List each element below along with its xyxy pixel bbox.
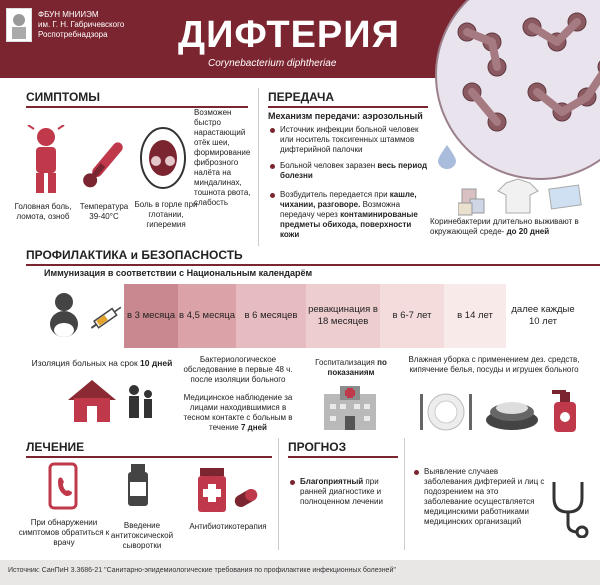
vaccination-cell-2 xyxy=(236,284,306,348)
org-line-2: им. Г. Н. Габричевского xyxy=(38,20,125,29)
org-line-3: Роспотребнадзора xyxy=(38,30,108,39)
vaccination-cell-0 xyxy=(124,284,178,348)
vaccination-label-6: далее каждые 10 лет xyxy=(511,304,575,327)
symptom-temperature: Температура 39-40°С xyxy=(79,202,129,221)
isolation-text xyxy=(22,358,182,368)
isolation-text-1: Изоляция больных на срок xyxy=(31,358,141,368)
thermometer-icon xyxy=(78,135,128,200)
isolation-text-2: 10 дней xyxy=(140,358,173,368)
page-title: ДИФТЕРИЯ xyxy=(178,14,400,56)
bullet-2 xyxy=(270,164,275,169)
cleaning-text: Влажная уборка с применением дез. средств, кипячение белья, посуды и игрушек больного xyxy=(408,355,580,374)
prognosis-underline xyxy=(288,456,398,458)
hosp-text-1: Госпитализация xyxy=(315,358,378,367)
route-text-1: Возбудитель передается при xyxy=(280,190,390,199)
detection-text: Выявление случаев заболевания дифтерией и лиц с подозрением на это заболевание осуществляется медицинскими работниками медицинских организаций xyxy=(424,467,545,526)
prognosis-bullet xyxy=(290,480,295,485)
vaccination-cell-4 xyxy=(380,284,444,348)
route-text-4: контаминированые предметы обихода, поверхности кожи xyxy=(280,210,418,239)
vaccination-label-4: в 6-7 лет xyxy=(392,310,432,321)
transmission-mechanism: Механизм передачи: аэрозольный xyxy=(268,111,423,121)
survival-text xyxy=(430,217,600,237)
vaccination-label-0: в 3 месяца xyxy=(126,310,176,321)
prognosis-text-2: при ранней диагностике и полноценном лечении xyxy=(300,477,383,506)
house-icon xyxy=(64,378,120,429)
bacterio-exam-text: Бактериологическое обследование в первые 48 ч. после изоляции больного xyxy=(183,355,293,384)
hospitalization-text xyxy=(308,358,394,378)
stethoscope-icon xyxy=(548,478,592,543)
symptoms-side-text: Возможен быстро нарастающий отёк шеи, формирование фиброзного налёта на миндалинах, тошнота рвота, слабость xyxy=(194,108,251,207)
antibiotic-icon xyxy=(196,468,262,519)
route-text-3: Возможна передачу через xyxy=(280,200,401,219)
bacteria-illustration xyxy=(435,0,600,180)
medical-observation-text xyxy=(180,393,296,433)
throat-icon xyxy=(138,123,188,198)
footer-source: Источник: СанПиН 3.3686-21 "Санитарно-эпидемиологические требования по профилактике инфекционных болезней" xyxy=(0,560,600,585)
symptom-headache: Головная боль, ломота, озноб xyxy=(14,202,72,221)
transmission-title: ПЕРЕДАЧА xyxy=(268,90,335,104)
medical-text-2: 7 дней xyxy=(240,423,267,432)
transmission-source: Источник инфекции больной человек или носитель токсигенных штаммов дифтерийной палочки xyxy=(280,125,419,154)
prophylaxis-underline xyxy=(26,264,600,266)
transmission-underline xyxy=(268,106,428,108)
bacteria-icon xyxy=(437,0,600,180)
vaccination-label-2: в 6 месяцев xyxy=(244,310,298,321)
vaccination-label-3: ревакцинация в 18 месяцев xyxy=(308,304,378,327)
hosp-text-2: по показаниям xyxy=(327,358,387,377)
survival-text-1: Коринебактерии длительно выживают в окружающей среде- xyxy=(430,217,579,236)
bullet-3 xyxy=(270,193,275,198)
detection-bullet xyxy=(414,470,419,475)
symptoms-title: СИМПТОМЫ xyxy=(26,90,101,104)
vaccination-cell-3 xyxy=(306,284,380,348)
contagious-period: весь период болезни xyxy=(280,161,428,180)
page-subtitle: Corynebacterium diphtheriae xyxy=(208,58,337,69)
detection-divider xyxy=(404,438,405,550)
prophylaxis-title: ПРОФИЛАКТИКА и БЕЗОПАСНОСТЬ xyxy=(26,248,243,262)
objects-icon xyxy=(458,175,588,222)
droplet-icon xyxy=(438,145,456,174)
prognosis-text xyxy=(300,477,396,507)
headache-icon xyxy=(26,125,66,200)
survival-text-2: до 20 дней xyxy=(506,227,550,236)
organization-name xyxy=(38,10,124,40)
prognosis-text-1: Благоприятный xyxy=(300,477,364,486)
phone-icon xyxy=(48,462,78,515)
treatment-antibiotic: Антибиотикотерапия xyxy=(189,522,267,531)
transmission-route xyxy=(280,190,430,240)
org-line-1: ФБУН МНИИЭМ xyxy=(38,10,99,19)
hospital-icon xyxy=(320,386,380,437)
immunization-text: Иммунизация в соответствии с Национальным календарём xyxy=(44,268,313,278)
vaccination-cell-5 xyxy=(444,284,506,348)
vaccination-cell-6 xyxy=(506,284,580,348)
serum-icon xyxy=(120,462,156,513)
vaccination-cell-1 xyxy=(178,284,236,348)
route-text-2: кашле, чихании, разговоре. xyxy=(280,190,417,209)
baby-icon xyxy=(42,292,90,347)
cleaning-items-icon xyxy=(420,388,584,439)
medical-text-1: Медицинское наблюдение за лицами находившимися в тесном контакте с больным в течение xyxy=(183,393,293,432)
family-icon xyxy=(124,384,158,425)
syringe-icon xyxy=(88,300,126,339)
prognosis-divider xyxy=(278,438,279,550)
column-divider xyxy=(258,88,259,246)
symptom-throat: Боль в горле при глотании, гиперемия xyxy=(134,200,198,229)
treatment-doctor: При обнаружении симптомов обратиться к врачу xyxy=(18,518,110,547)
institute-logo xyxy=(6,8,32,42)
transmission-contagious xyxy=(280,161,430,181)
contagious-text: Больной человек заразен xyxy=(280,161,378,170)
treatment-serum: Введение антитоксической сыворотки xyxy=(110,521,174,550)
bullet-1 xyxy=(270,128,275,133)
vaccination-label-1: в 4,5 месяца xyxy=(179,310,235,321)
treatment-underline xyxy=(26,456,272,458)
vaccination-label-5: в 14 лет xyxy=(457,310,493,321)
treatment-title: ЛЕЧЕНИЕ xyxy=(26,440,85,454)
prognosis-title: ПРОГНОЗ xyxy=(288,440,347,454)
